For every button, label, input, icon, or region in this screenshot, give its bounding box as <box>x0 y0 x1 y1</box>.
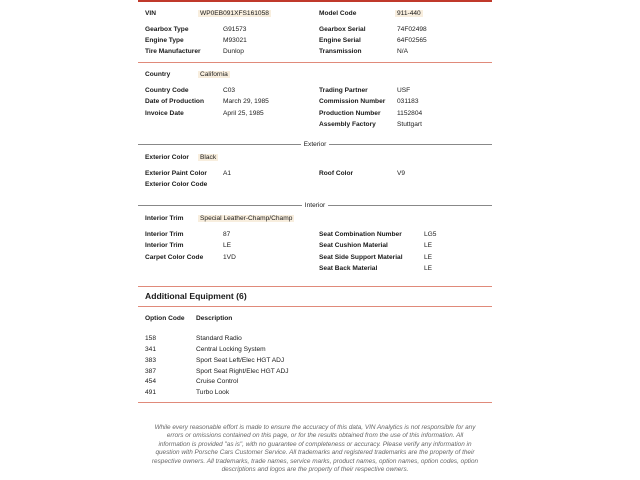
country-value: California <box>200 71 228 78</box>
interior-trim-code-label: Interior Trim <box>145 231 184 238</box>
production-date-label: Date of Production <box>145 98 204 105</box>
divider <box>138 286 492 287</box>
divider <box>138 402 492 403</box>
gearbox-type-value: G91573 <box>223 26 247 33</box>
commission-label: Commission Number <box>319 98 386 105</box>
engine-serial-value: 64F02565 <box>397 37 427 44</box>
option-code-cell: 387 <box>145 368 157 375</box>
gearbox-serial-value: 74F02498 <box>397 26 427 33</box>
interior-trim-material-value: LE <box>223 242 232 249</box>
engine-serial-label: Engine Serial <box>319 37 361 44</box>
exterior-paint-value: A1 <box>223 170 232 177</box>
assembly-factory-label: Assembly Factory <box>319 121 376 128</box>
disclaimer-line: While every reasonable effort is made to ensure the accuracy of this data, VIN Analytics is not responsible for any <box>154 424 476 431</box>
model-code-label: Model Code <box>319 10 357 17</box>
model-code-value: 911-440 <box>397 10 421 17</box>
description-cell: Central Locking System <box>196 346 266 353</box>
disclaimer-line: errors or omissions contained on this page, or for the results obtained from the use of this information. All <box>166 432 464 440</box>
exterior-color-value: Black <box>200 154 217 161</box>
interior-trim-code-value: 87 <box>223 231 231 238</box>
assembly-factory-value: Stuttgart <box>397 121 422 128</box>
option-code-cell: 383 <box>145 357 157 364</box>
vin-value: WP0EB091XFS161058 <box>200 10 269 17</box>
country-code-label: Country Code <box>145 87 189 94</box>
description-cell: Sport Seat Right/Elec HGT ADJ <box>196 368 289 375</box>
option-code-cell: 491 <box>145 389 157 396</box>
transmission-value: N/A <box>397 48 408 55</box>
additional-equipment-title: Additional Equipment (6) <box>145 291 247 301</box>
production-date-value: March 29, 1985 <box>223 98 269 105</box>
exterior-color-label: Exterior Color <box>145 154 189 161</box>
seat-side-support-value: LE <box>424 254 433 261</box>
interior-trim-material-label: Interior Trim <box>145 242 184 249</box>
seat-combination-label: Seat Combination Number <box>319 231 402 238</box>
description-cell: Turbo Look <box>196 389 230 396</box>
invoice-date-value: April 25, 1985 <box>223 110 264 117</box>
roof-color-label: Roof Color <box>319 170 354 177</box>
top-border <box>138 0 492 2</box>
seat-back-value: LE <box>424 265 433 272</box>
roof-color-value: V9 <box>397 170 406 177</box>
disclaimer-line: respective owners. All trademarks, trade names, service marks, product names, option names, option codes, option <box>151 457 479 465</box>
description-cell: Sport Seat Left/Elec HGT ADJ <box>196 357 285 364</box>
commission-value: 031183 <box>397 98 419 105</box>
engine-type-value: M93021 <box>223 37 247 44</box>
exterior-section-divider <box>138 140 492 149</box>
transmission-label: Transmission <box>319 48 362 55</box>
gearbox-type-label: Gearbox Type <box>145 26 189 33</box>
production-number-value: 1152804 <box>397 110 423 117</box>
tire-value: Dunlop <box>223 48 244 55</box>
exterior-color-code-label: Exterior Color Code <box>145 181 208 188</box>
disclaimer-line: question with Porsche Cars Customer Service. All trademarks and registered trademarks are the property of their <box>155 449 475 457</box>
country-label: Country <box>145 71 171 78</box>
divider <box>138 306 492 307</box>
interior-section-divider <box>138 201 492 210</box>
trading-partner-label: Trading Partner <box>319 87 368 94</box>
interior-section-title: Interior <box>302 202 329 209</box>
disclaimer-line: information is provided "as is", with no guarantee of completeness or accuracy. Please verify any information in <box>158 440 472 448</box>
engine-type-label: Engine Type <box>145 37 184 44</box>
option-code-header: Option Code <box>145 315 185 322</box>
exterior-paint-label: Exterior Paint Color <box>145 170 207 177</box>
seat-side-support-label: Seat Side Support Material <box>319 254 403 261</box>
production-number-label: Production Number <box>319 110 381 117</box>
carpet-color-label: Carpet Color Code <box>145 254 204 261</box>
seat-cushion-label: Seat Cushion Material <box>319 242 388 249</box>
trading-partner-value: USF <box>397 87 411 94</box>
seat-combination-value: LG5 <box>424 231 437 238</box>
carpet-color-value: 1VD <box>223 254 236 261</box>
divider <box>138 62 492 63</box>
interior-trim-label: Interior Trim <box>145 215 184 222</box>
description-header: Description <box>196 315 233 322</box>
tire-label: Tire Manufacturer <box>145 48 201 55</box>
seat-back-label: Seat Back Material <box>319 265 378 272</box>
country-code-value: C03 <box>223 87 236 94</box>
gearbox-serial-label: Gearbox Serial <box>319 26 366 33</box>
option-code-cell: 341 <box>145 346 157 353</box>
option-code-cell: 454 <box>145 378 157 385</box>
exterior-section-title: Exterior <box>301 141 330 148</box>
seat-cushion-value: LE <box>424 242 433 249</box>
interior-trim-value: Special Leather-Champ/Champ <box>200 215 293 222</box>
description-cell: Cruise Control <box>196 378 239 385</box>
invoice-date-label: Invoice Date <box>145 110 184 117</box>
disclaimer-text <box>138 424 492 474</box>
option-code-cell: 158 <box>145 335 157 342</box>
disclaimer-line: descriptions and logos are the property of their respective owners. <box>221 466 409 474</box>
vin-label: VIN <box>145 10 156 17</box>
description-cell: Standard Radio <box>196 335 242 342</box>
